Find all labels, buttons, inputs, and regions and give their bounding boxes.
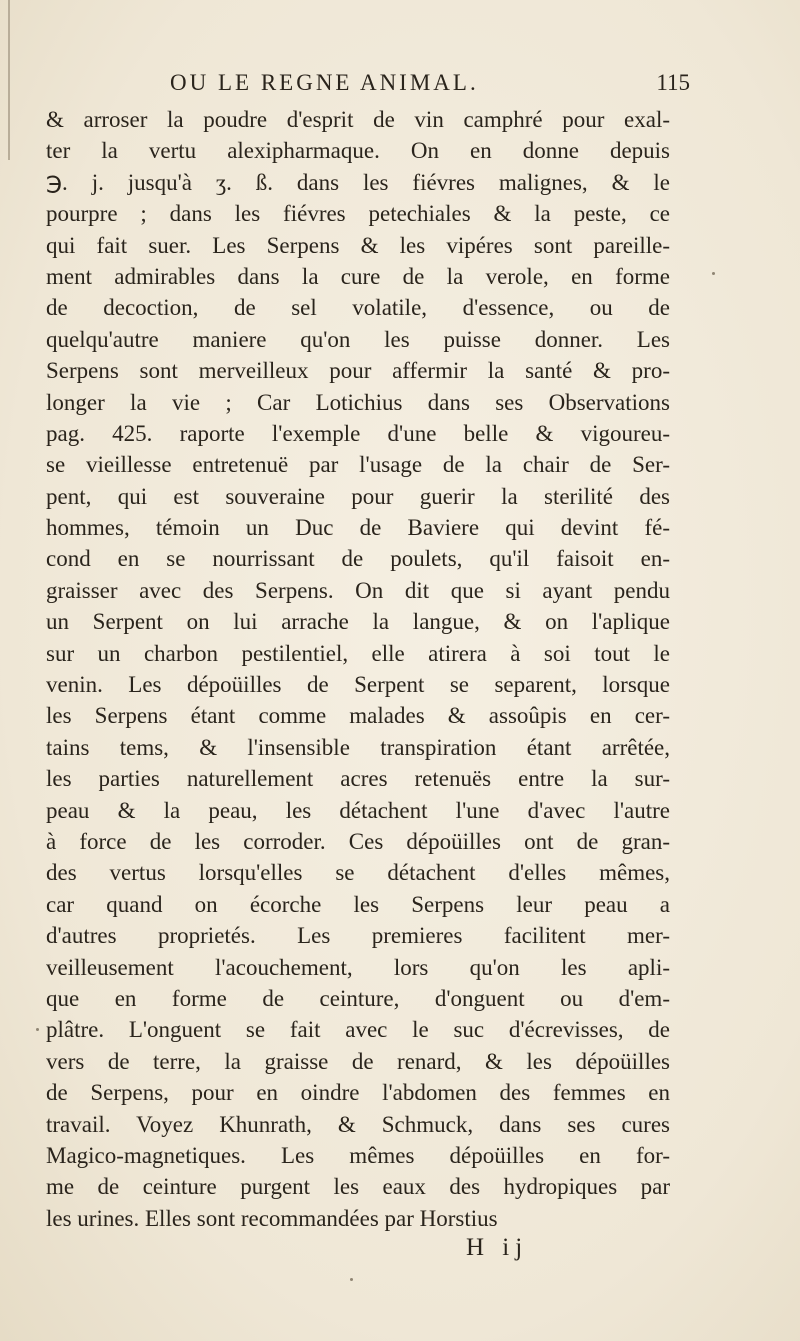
text-line: pourpre ; dans les fiévres petechiales & la peste, ce: [46, 201, 670, 227]
text-line: ter la vertu alexipharmaque. On en donne depuis: [46, 138, 670, 164]
page-header: [170, 70, 690, 106]
text-line: Magico-magnetiques. Les mêmes dépoüilles en for-: [46, 1142, 670, 1168]
text-line: pent, qui est souveraine pour guerir la sterilité des: [46, 483, 670, 509]
text-line: que en forme de ceinture, d'onguent ou d'em-: [46, 985, 670, 1011]
text-line: veilleusement l'acouchement, lors qu'on les apli-: [46, 954, 670, 980]
text-line: ℈. j. jusqu'à ʒ. ß. dans les fiévres malignes, & le: [46, 169, 670, 195]
text-line: longer la vie ; Car Lotichius dans ses Observations: [46, 389, 670, 415]
text-line: cond en se nourrissant de poulets, qu'il faisoit en-: [46, 546, 670, 572]
body-text: [46, 104, 670, 1234]
text-line: les Serpens étant comme malades & assoûpis en cer-: [46, 703, 670, 729]
text-line: se vieillesse entretenuë par l'usage de la chair de Ser-: [46, 452, 670, 478]
text-line: graisser avec des Serpens. On dit que si ayant pendu: [46, 577, 670, 603]
text-line: ment admirables dans la cure de la verole, en forme: [46, 263, 670, 289]
text-line: qui fait suer. Les Serpens & les vipéres sont pareille-: [46, 232, 670, 258]
signature-mark: H ij: [466, 1234, 529, 1261]
text-line: me de ceinture purgent les eaux des hydropiques par: [46, 1174, 670, 1200]
text-line: de decoction, de sel volatile, d'essence, ou de: [46, 295, 670, 321]
paper-speck: [712, 272, 715, 275]
text-line: travail. Voyez Khunrath, & Schmuck, dans ses cures: [46, 1111, 670, 1137]
text-line: des vertus lorsqu'elles se détachent d'elles mêmes,: [46, 860, 670, 886]
running-title: OU LE REGNE ANIMAL.: [170, 70, 479, 95]
text-line: venin. Les dépoüilles de Serpent se separent, lorsque: [46, 672, 670, 698]
text-line: les parties naturellement acres retenuës entre la sur-: [46, 766, 670, 792]
text-line: quelqu'autre maniere qu'on les puisse donner. Les: [46, 326, 670, 352]
text-line: vers de terre, la graisse de renard, & les dépoüilles: [46, 1048, 670, 1074]
paper-speck: [36, 1028, 39, 1031]
text-line: les urines. Elles sont recommandées par Horstius: [46, 1205, 498, 1231]
text-line: sur un charbon pestilentiel, elle atirera à soi tout le: [46, 640, 670, 666]
text-line: à force de les corroder. Ces dépoüilles ont de gran-: [46, 828, 670, 854]
text-line: Serpens sont merveilleux pour affermir la santé & pro-: [46, 358, 670, 384]
text-line: peau & la peau, les détachent l'une d'avec l'autre: [46, 797, 670, 823]
binding-edge: [8, 0, 10, 160]
text-line: plâtre. L'onguent se fait avec le suc d'écrevisses, de: [46, 1017, 670, 1043]
text-line: & arroser la poudre d'esprit de vin camphré pour exal-: [46, 107, 670, 132]
page-number: 115: [656, 70, 690, 95]
text-line: pag. 425. raporte l'exemple d'une belle & vigoureu-: [46, 420, 670, 446]
text-line: d'autres proprietés. Les premieres facilitent mer-: [46, 923, 670, 949]
text-line: car quand on écorche les Serpens leur peau a: [46, 891, 670, 917]
text-line: tains tems, & l'insensible transpiration étant arrêtée,: [46, 734, 670, 760]
text-line: de Serpens, pour en oindre l'abdomen des femmes en: [46, 1080, 670, 1106]
text-line: un Serpent on lui arrache la langue, & on l'aplique: [46, 609, 670, 635]
text-line: hommes, témoin un Duc de Baviere qui devint fé-: [46, 515, 670, 541]
paper-speck: [350, 1278, 353, 1281]
